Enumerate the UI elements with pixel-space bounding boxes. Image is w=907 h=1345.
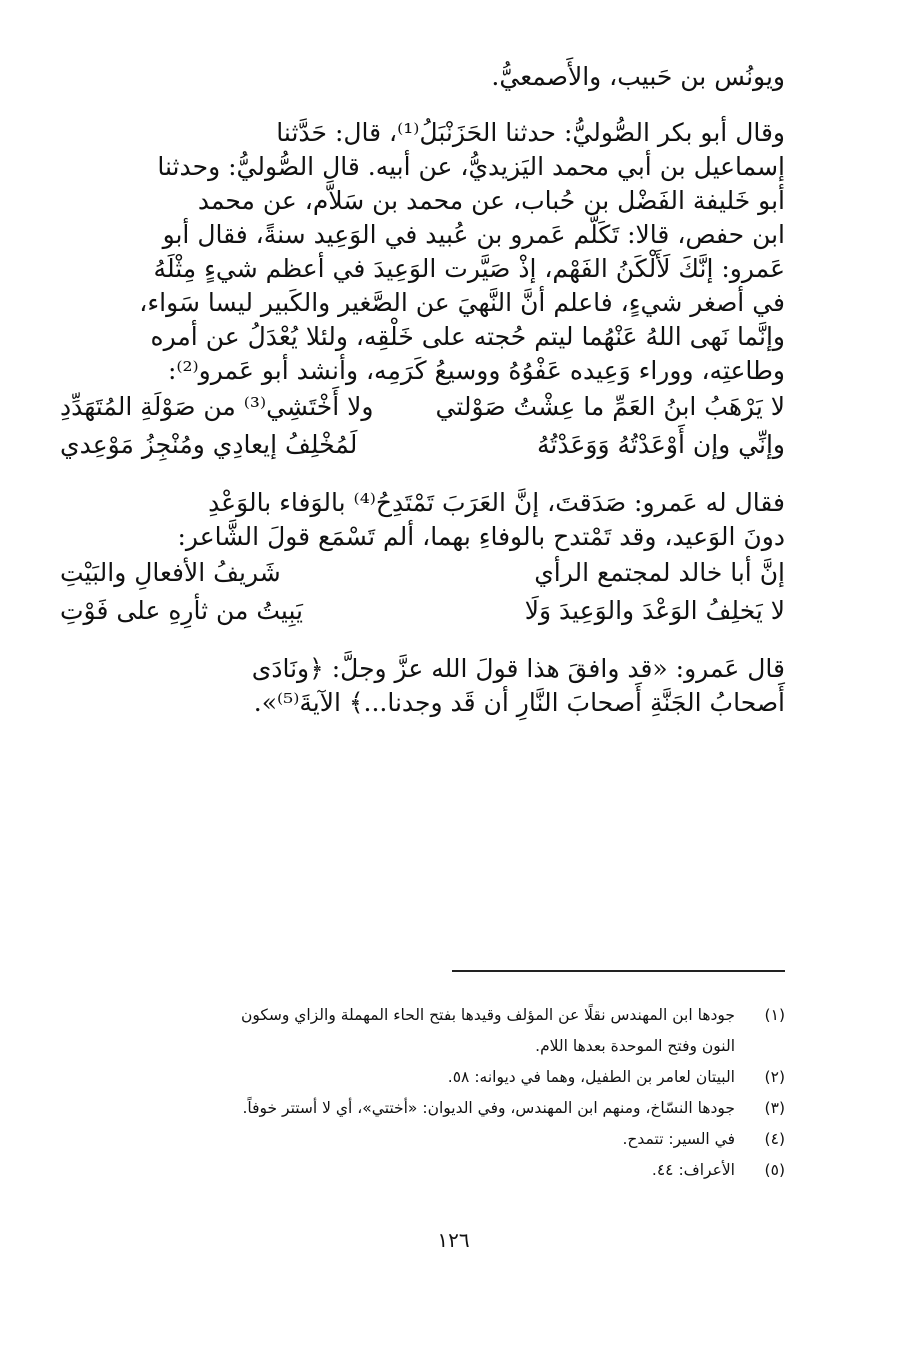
verse-hemistich-right: إنَّ أبا خالد لمجتمع الرأي — [534, 558, 785, 587]
footnote-text: النون وفتح الموحدة بعدها اللام. — [535, 1037, 735, 1055]
footnotes — [60, 1000, 785, 1186]
footnote — [60, 1062, 785, 1093]
footnote-text: البيتان لعامر بن الطفيل، وهما في ديوانه: ٥٨. — [447, 1068, 735, 1086]
footnote-text: الأعراف: ٤٤. — [651, 1161, 735, 1179]
text-line: إسماعيل بن أبي محمد اليَزيديُّ، عن أبيه. قال الصُّوليُّ: وحدثنا — [157, 152, 785, 181]
footnote — [60, 1093, 785, 1124]
text-line: عَمرو: إنَّكَ لَأَلْكَنُ الفَهْم، إذْ صَيَّرت الوَعِيدَ في أعظم شيءٍ مِثْلَهُ — [153, 254, 785, 283]
text-line: وطاعتِه، ووراء وَعِيده عَفْوُهُ ووسيعُ كَرَمِه، وأنشد أبو عَمرو⁽²⁾: — [167, 356, 785, 385]
footnote-number: (٤) — [764, 1130, 785, 1148]
footnote — [60, 1000, 785, 1031]
text-line: وإنَّما نَهى اللهُ عَنْهُما ليتم حُجته على خَلْقِه، ولئلا يُعْدَلُ عن أمره — [150, 322, 785, 351]
footnote-number: (١) — [764, 1006, 785, 1024]
footnote — [60, 1031, 785, 1062]
text-line: أبو خَليفة الفَضْل بن حُباب، عن محمد بن سَلاَّم، عن محمد — [197, 186, 785, 215]
verse-hemistich-right: لا يَخلِفُ الوَعْدَ والوَعِيدَ وَلَا — [524, 596, 785, 625]
paragraph-gap — [60, 94, 785, 116]
footnote-text: جودها ابن المهندس نقلًا عن المؤلف وقيدها بفتح الحاء المهملة والزاي وسكون — [240, 1006, 735, 1024]
verse-hemistich-left: شَريفُ الأفعالِ والبَيْتِ — [60, 558, 281, 587]
footnote — [60, 1155, 785, 1186]
text-line: دونَ الوَعيد، وقد تَمْتدح بالوفاءِ بهما، ألم تَسْمَع قولَ الشَّاعر: — [177, 522, 785, 551]
verse-hemistich-right: وإنِّي وإن أَوْعَدْتُهُ وَوَعَدْتُهُ — [537, 430, 785, 459]
footnote-number: (٢) — [764, 1068, 785, 1086]
text-line: فقال له عَمرو: صَدَقتَ، إنَّ العَرَبَ تَمْتَدِحُ⁽⁴⁾ بالوَفاء بالوَعْدِ — [208, 488, 785, 517]
verse-line — [60, 388, 785, 426]
footnote-number: (٣) — [764, 1099, 785, 1117]
footnote — [60, 1124, 785, 1155]
paragraph-gap — [60, 464, 785, 486]
footnote-text: جودها النسّاخ، ومنهم ابن المهندس، وفي الديوان: «أختتي»، أي لا أستتر خوفاً. — [242, 1099, 735, 1117]
text-line: وقال أبو بكر الصُّوليُّ: حدثنا الحَزَنْبَلُ⁽¹⁾، قال: حَدَّثنا — [276, 118, 785, 147]
footnote-number: (٥) — [764, 1161, 785, 1179]
main-text — [60, 60, 785, 720]
footnote-divider — [452, 970, 785, 972]
text-line: في أصغر شيءٍ، فاعلم أنَّ النَّهيَ عن الصَّغير والكَبير ليسا سَواء، — [139, 288, 785, 317]
paragraph-gap — [60, 630, 785, 652]
page-number: ١٢٦ — [437, 1228, 470, 1252]
verse-line — [60, 426, 785, 464]
text-line: أَصحابُ الجَنَّةِ أَصحابَ النَّارِ أن قَد وجدنا...﴾ الآيةَ⁽⁵⁾». — [253, 688, 785, 717]
footnote-text: في السير: تتمدح. — [622, 1130, 735, 1148]
verse-line — [60, 592, 785, 630]
footnote-number — [735, 1031, 785, 1062]
text-line: ويونُس بن حَبيب، والأَصمعيُّ. — [491, 62, 785, 91]
verse-hemistich-right: لا يَرْهَبُ ابنُ العَمِّ ما عِشْتُ صَوْلتي — [435, 392, 785, 421]
text-line: ابن حفص، قالا: تَكَلَّم عَمرو بن عُبيد في الوَعِيد سنةً، فقال أبو — [162, 220, 785, 249]
verse-line — [60, 554, 785, 592]
text-line: قال عَمرو: «قد وافقَ هذا قولَ الله عزَّ وجلَّ: ﴿ونَادَى — [251, 654, 785, 683]
verse-hemistich-left: ولا أَخْتَشِي⁽³⁾ من صَوْلَةِ المُتَهَدِّدِ — [60, 392, 374, 421]
verse-hemistich-left: يَبِيتُ من ثأرِهِ على فَوْتِ — [60, 596, 303, 625]
verse-hemistich-left: لَمُخْلِفُ إيعادِي ومُنْجِزُ مَوْعِدي — [60, 430, 358, 459]
